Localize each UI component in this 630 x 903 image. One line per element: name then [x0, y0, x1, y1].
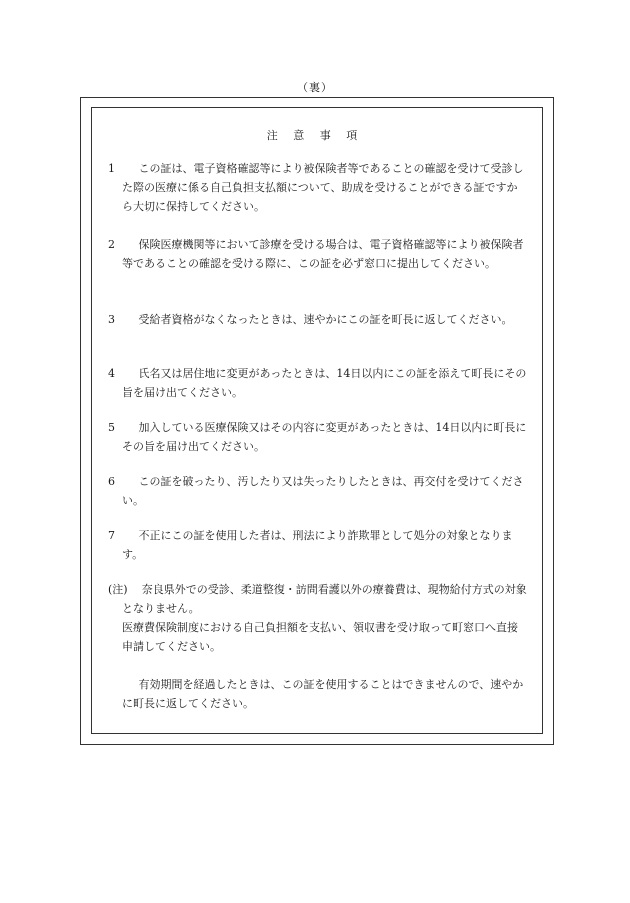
notice-item-number: 1 [108, 162, 115, 175]
notice-item-text: 受給者資格がなくなったときは、速やかにこの証を町長に返してください。 [138, 313, 513, 326]
caution-note-label: (注) [108, 583, 128, 596]
expiry-notice [108, 675, 528, 713]
notice-item-1 [108, 159, 528, 216]
notice-item-number: 5 [108, 421, 115, 434]
caution-note [108, 580, 528, 656]
notice-item-6 [108, 472, 528, 510]
notice-item-7 [108, 526, 528, 564]
notice-item-3 [108, 310, 528, 329]
notice-item-number: 2 [108, 238, 115, 251]
notice-item-4 [108, 364, 528, 402]
notice-item-number: 7 [108, 529, 115, 542]
notice-item-text: 氏名又は居住地に変更があったときは、14日以内にこの証を添えて町長にその旨を届け出てください。 [122, 367, 527, 399]
notice-item-5 [108, 418, 528, 456]
notice-item-text: この証を破ったり、汚したり又は失ったりしたときは、再交付を受けてください。 [122, 475, 524, 507]
notice-item-text: 加入している医療保険又はその内容に変更があったときは、14日以内に町長にその旨を届け出てください。 [122, 421, 527, 453]
notice-item-number: 4 [108, 367, 115, 380]
notice-item-text: 不正にこの証を使用した者は、刑法により詐欺罪として処分の対象となります。 [122, 529, 513, 561]
caution-note-text-1: 奈良県外での受診、柔道整復・訪問看護以外の療養費は、現物給付方式の対象となりません。 [122, 583, 527, 615]
notice-item-text: この証は、電子資格確認等により被保険者等であることの確認を受けて受診した際の医療に係る自己負担支払額について、助成を受けることができる証ですから大切に保持してください。 [122, 162, 524, 213]
reverse-side-label: （裏） [297, 81, 333, 94]
notice-item-text: 保険医療機関等において診療を受ける場合は、電子資格確認等により被保険者等であることの確認を受ける際に、この証を必ず窓口に提出してください。 [122, 238, 524, 270]
notice-heading: 注 意 事 項 [266, 129, 364, 142]
caution-note-text-2: 医療費保険制度における自己負担額を支払い、領収書を受け取って町窓口へ直接申請してください。 [122, 621, 518, 653]
notice-item-number: 6 [108, 475, 115, 488]
notice-item-number: 3 [108, 313, 115, 326]
expiry-notice-text: 有効期間を経過したときは、この証を使用することはできませんので、速やかに町長に返してください。 [122, 678, 524, 710]
notice-item-2 [108, 235, 528, 273]
